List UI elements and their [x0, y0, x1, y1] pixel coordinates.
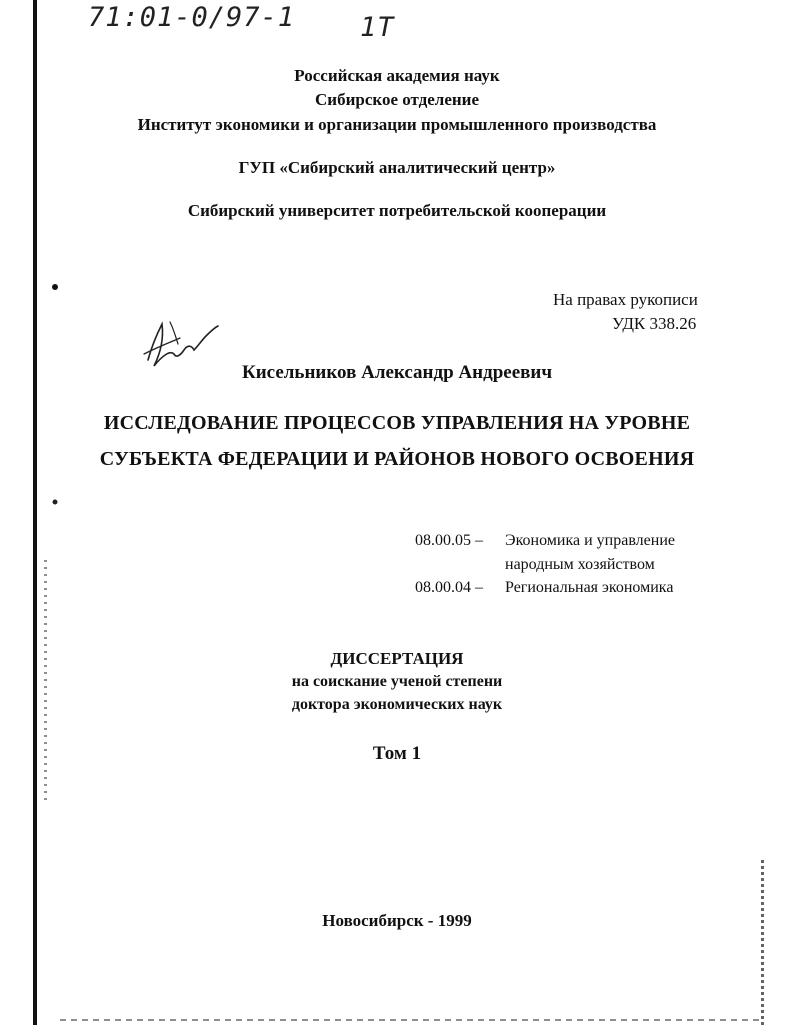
scan-edge-right	[761, 860, 764, 1025]
dissertation-label: ДИССЕРТАЦИЯ	[330, 649, 464, 668]
specialty-name-1-cont: народным хозяйством	[505, 556, 655, 573]
bullet-mark-icon	[50, 282, 60, 292]
place-year: Новосибирск - 1999	[322, 911, 472, 930]
scan-edge-left	[33, 0, 43, 1025]
degree-line-2: доктора экономических наук	[291, 696, 503, 713]
scan-edge-bottom	[60, 1019, 760, 1021]
archive-copy-mark: 1Т	[360, 12, 395, 43]
specialty-name-1: Экономика и управление	[505, 532, 675, 549]
archive-number: 71:01-0/97-1	[88, 2, 296, 33]
volume-label: Том 1	[372, 743, 422, 764]
header-university: Сибирский университет потребительской кооперации	[187, 201, 607, 220]
title-line-1: ИССЛЕДОВАНИЕ ПРОЦЕССОВ УПРАВЛЕНИЯ НА УРОВНЕ	[103, 412, 691, 434]
margin-mark-icon	[50, 497, 60, 507]
specialty-code-2: 08.00.04 –	[415, 579, 483, 596]
header-institute: Институт экономики и организации промышленного производства	[137, 115, 657, 134]
manuscript-rights: На правах рукописи	[553, 290, 698, 309]
specialty-name-2: Региональная экономика	[505, 579, 674, 596]
header-branch: Сибирское отделение	[315, 90, 479, 109]
author-name: Кисельников Александр Андреевич	[241, 362, 553, 383]
title-line-2: СУБЪЕКТА ФЕДЕРАЦИИ И РАЙОНОВ НОВОГО ОСВОЕНИЯ	[99, 448, 695, 470]
header-center: ГУП «Сибирский аналитический центр»	[238, 158, 556, 177]
udc-code: УДК 338.26	[612, 314, 697, 333]
header-academy: Российская академия наук	[294, 66, 500, 85]
degree-line-1: на соискание ученой степени	[291, 673, 503, 690]
specialty-code-1: 08.00.05 –	[415, 532, 483, 549]
